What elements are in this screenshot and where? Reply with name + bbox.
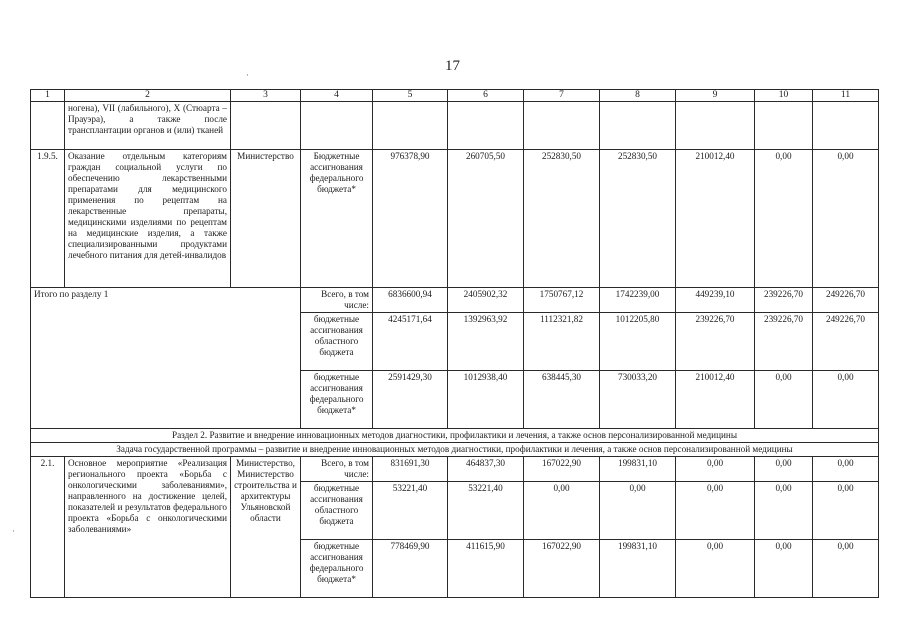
cell-value: 252830,50 [524, 150, 600, 288]
row-name: Оказание отдельным категориям граждан социальной услуги по обеспечению лекарственными препаратами для медицинского применения по рецептам на лекарственные препараты, медицинскими изделиями по рецептам на медицинские изделия, а также специализированными продуктами лечебного питания для детей-инвалидов [65, 150, 231, 288]
row-source: бюджетные ассигнования областного бюджета [301, 313, 373, 371]
cell-value: 1012205,80 [600, 313, 676, 371]
cell-value: 249226,70 [813, 313, 879, 371]
row-source: бюджетные ассигнования федерального бюджета* [301, 371, 373, 429]
scan-speck: · [12, 526, 15, 536]
cell-value: 2591429,30 [373, 371, 448, 429]
cell-value: 2405902,32 [448, 288, 524, 313]
total-label: Итого по разделу 1 [31, 288, 301, 429]
cell-value: 249226,70 [813, 288, 879, 313]
cell-value: 0,00 [755, 371, 813, 429]
row-source: Бюджетные ассигнования федерального бюджета* [301, 150, 373, 288]
row-source: Всего, в том числе: [301, 457, 373, 482]
col-header: 8 [600, 90, 676, 102]
cell-value: 411615,90 [448, 540, 524, 598]
cell-value: 0,00 [676, 482, 755, 540]
cell-value: 199831,10 [600, 540, 676, 598]
cell-value: 53221,40 [373, 482, 448, 540]
col-header: 2 [65, 90, 231, 102]
cell-value: 0,00 [755, 482, 813, 540]
cell-value: 730033,20 [600, 371, 676, 429]
row-executor: Министерство, Министерство строительства и архитектуры Ульяновской области [231, 457, 301, 598]
cell-value: 199831,10 [600, 457, 676, 482]
col-header: 4 [301, 90, 373, 102]
cell-value: 210012,40 [676, 150, 755, 288]
cell-value: 778469,90 [373, 540, 448, 598]
cell-value: 831691,30 [373, 457, 448, 482]
section-title-row [31, 429, 879, 443]
table-row-1-9-5 [31, 150, 879, 288]
cell-value: 239226,70 [755, 313, 813, 371]
scan-speck: · [246, 70, 249, 80]
col-header: 6 [448, 90, 524, 102]
row-source: Всего, в том числе: [301, 288, 373, 313]
cell-value: 0,00 [524, 482, 600, 540]
cell-value: 0,00 [813, 482, 879, 540]
cell-value: 0,00 [755, 540, 813, 598]
cell-value: 4245171,64 [373, 313, 448, 371]
cell-value: 464837,30 [448, 457, 524, 482]
table-row-2-1-all [31, 457, 879, 482]
row-number: 1.9.5. [31, 150, 65, 288]
cell-value: 1742239,00 [600, 288, 676, 313]
cell-value: 0,00 [755, 457, 813, 482]
row-name: Основное мероприятие «Реализация регионального проекта «Борьба с онкологическими заболеваниями», направленного на достижение целей, показателей и результатов федерального проекта «Борьба с онкологическими заболеваниями» [65, 457, 231, 598]
budget-table [30, 89, 879, 598]
section-title: Раздел 2. Развитие и внедрение инновационных методов диагностики, профилактики и лечения, а также основ персонализированной медицины [31, 429, 879, 443]
cell-value: 252830,50 [600, 150, 676, 288]
row-source: бюджетные ассигнования федерального бюджета* [301, 540, 373, 598]
row-number: 2.1. [31, 457, 65, 598]
cell-value: 1012938,40 [448, 371, 524, 429]
task-title: Задача государственной программы – развитие и внедрение инновационных методов диагностики, профилактики и лечения, а также основ персонализированной медицины [31, 443, 879, 457]
cell-value: 0,00 [813, 150, 879, 288]
cell-value: 1112321,82 [524, 313, 600, 371]
cell-value: 53221,40 [448, 482, 524, 540]
cell-value: 6836600,94 [373, 288, 448, 313]
col-header: 11 [813, 90, 879, 102]
col-header: 1 [31, 90, 65, 102]
col-header: 5 [373, 90, 448, 102]
cell-value: 0,00 [813, 540, 879, 598]
cell-value: 239226,70 [676, 313, 755, 371]
cell-value: 0,00 [600, 482, 676, 540]
cell-value: 210012,40 [676, 371, 755, 429]
cell-value: 239226,70 [755, 288, 813, 313]
col-header: 9 [676, 90, 755, 102]
cell-value: 638445,30 [524, 371, 600, 429]
cell-value: 167022,90 [524, 457, 600, 482]
cell-value: 0,00 [813, 371, 879, 429]
cell-value: 1750767,12 [524, 288, 600, 313]
table-row-continuation [31, 102, 879, 150]
page-number: 17 [445, 58, 460, 74]
row-source: бюджетные ассигнования областного бюджета [301, 482, 373, 540]
cell-value: 167022,90 [524, 540, 600, 598]
cell-value: 449239,10 [676, 288, 755, 313]
total-row-all [31, 288, 879, 313]
col-header: 3 [231, 90, 301, 102]
cell-value: 0,00 [676, 457, 755, 482]
cell-value: 260705,50 [448, 150, 524, 288]
col-header: 10 [755, 90, 813, 102]
row-name: ногена), VII (лабильного), X (Стюарта – Прауэра), а также после трансплантации органов и (или) тканей [65, 102, 231, 150]
cell-value: 1392963,92 [448, 313, 524, 371]
cell-value: 0,00 [676, 540, 755, 598]
col-header: 7 [524, 90, 600, 102]
row-executor: Министерство [231, 150, 301, 288]
cell-value: 0,00 [755, 150, 813, 288]
cell-value: 976378,90 [373, 150, 448, 288]
cell-value: 0,00 [813, 457, 879, 482]
column-number-row [31, 90, 879, 102]
task-title-row [31, 443, 879, 457]
